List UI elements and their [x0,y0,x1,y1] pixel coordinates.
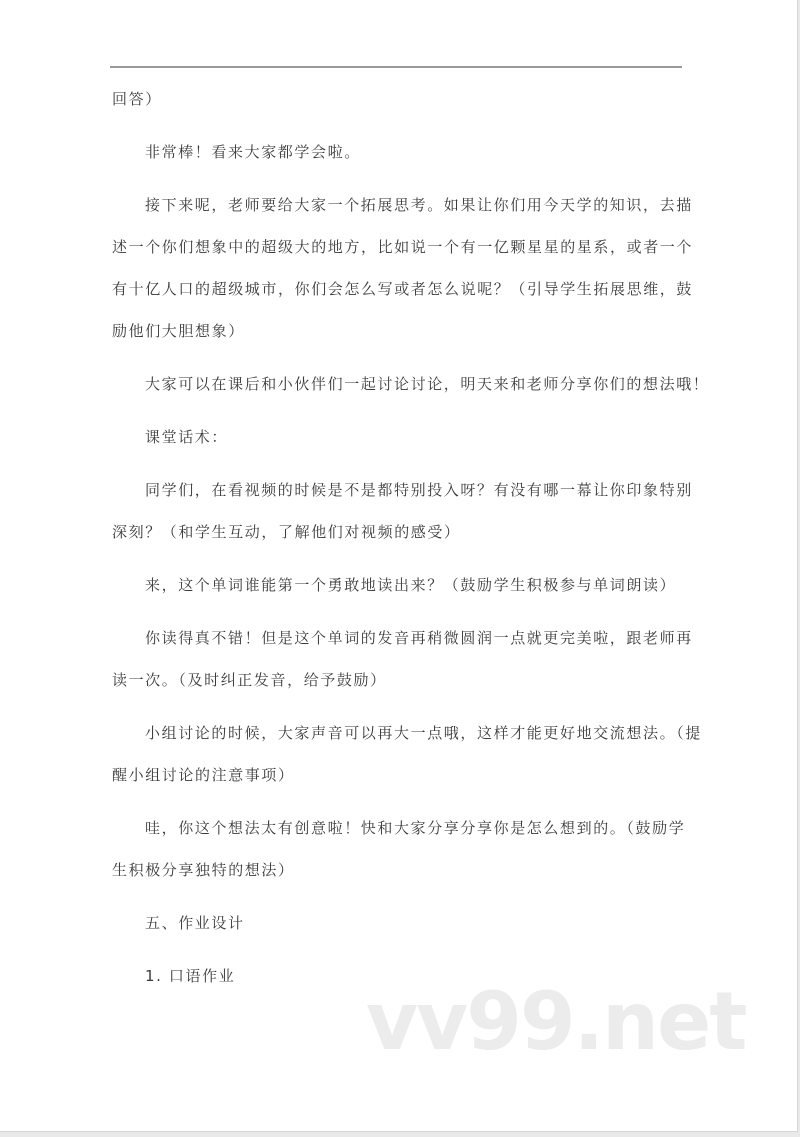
text-line: 回答） [112,90,162,108]
text-line: 接下来呢，老师要给大家一个拓展思考。如果让你们用今天学的知识，去描 [145,196,693,214]
paragraph [112,617,693,701]
paragraph [112,131,684,173]
text-line: 深刻？（和学生互动，了解他们对视频的感受） [112,523,461,541]
paragraph [112,78,684,120]
text-line: 同学们，在看视频的时候是不是都特别投入呀？有没有哪一幕让你印象特别 [145,481,693,499]
paragraph [112,807,684,891]
text-line: 生积极分享独特的想法） [112,861,295,879]
text-line: 你读得真不错！但是这个单词的发音再稍微圆润一点就更完美啦，跟老师再 [145,629,693,647]
paragraph [112,712,702,796]
header-rule [110,66,682,68]
text-line: 来，这个单词谁能第一个勇敢地读出来？（鼓励学生积极参与单词朗读） [145,576,677,594]
document-body [112,78,710,1008]
text-line: 有十亿人口的超级城市，你们会怎么写或者怎么说呢？（引导学生拓展思维，鼓 [112,280,694,298]
paragraph [112,416,684,458]
text-line: 课堂话术： [145,428,229,446]
text-line: 述一个你们想象中的超级大的地方，比如说一个有一亿颗星星的星系，或者一个 [112,238,694,256]
text-line: 励他们大胆想象） [112,322,245,340]
paragraph [112,564,684,606]
watermark: vv99.net [366,975,746,1068]
text-line: 五、作业设计 [145,914,245,932]
text-line: 醒小组讨论的注意事项） [112,766,295,784]
text-line: 读一次。（及时纠正发音，给予鼓励） [112,671,387,689]
paragraph [112,363,710,405]
text-line: 小组讨论的时候，大家声音可以再大一点哦，这样才能更好地交流想法。（提 [145,724,702,742]
paragraph [112,184,694,352]
paragraph [112,469,693,553]
text-line: 非常棒！看来大家都学会啦。 [145,143,361,161]
text-line: 哇，你这个想法太有创意啦！快和大家分享分享你是怎么想到的。（鼓励学 [145,819,686,837]
paragraph [112,902,684,944]
text-line: 1. 口语作业 [145,967,236,985]
text-line: 大家可以在课后和小伙伴们一起讨论讨论，明天来和老师分享你们的想法哦！ [145,375,710,393]
